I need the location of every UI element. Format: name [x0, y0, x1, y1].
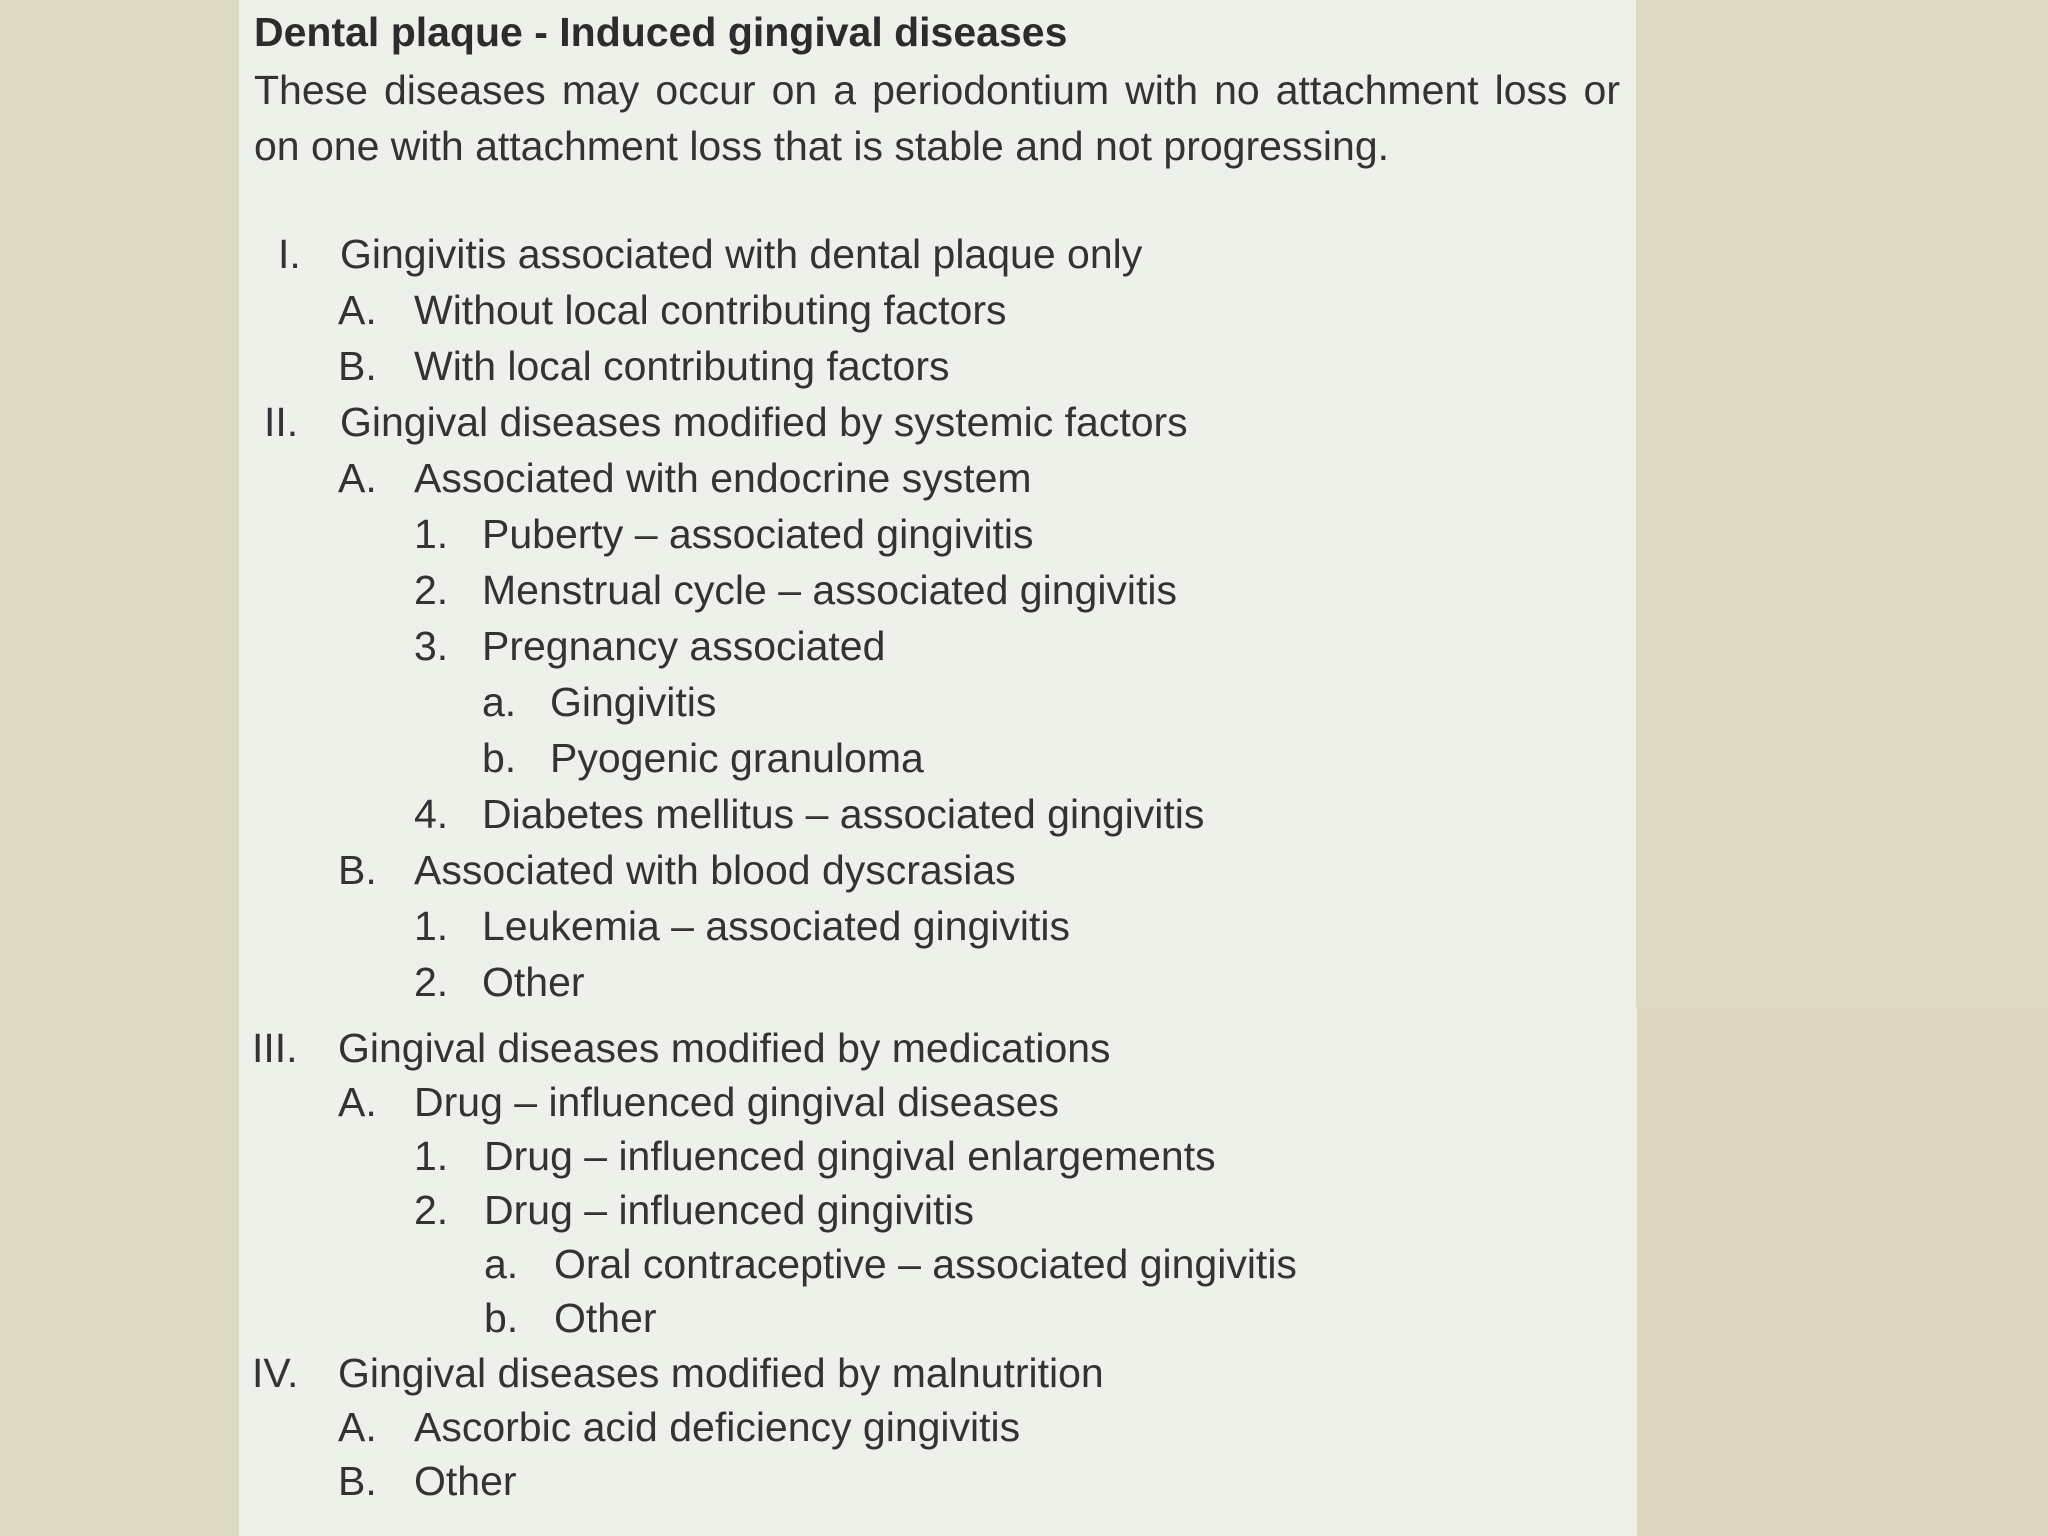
outline-marker: 1.	[414, 903, 449, 949]
outline-item: Other	[554, 1295, 657, 1341]
outline-item: Associated with endocrine system	[414, 455, 1032, 501]
outline-item: Gingival diseases modified by medications	[338, 1025, 1111, 1071]
outline-marker: a.	[484, 1241, 519, 1287]
outline-item: Menstrual cycle – associated gingivitis	[482, 567, 1178, 613]
outline-marker: I.	[278, 231, 301, 277]
outline-marker: 1.	[414, 1133, 449, 1179]
outline-item: Puberty – associated gingivitis	[482, 511, 1034, 557]
outline-item: Without local contributing factors	[414, 287, 1007, 333]
outline-marker: A.	[338, 1079, 377, 1125]
outline-marker: A.	[338, 287, 377, 333]
page-title: Dental plaque - Induced gingival diseases	[254, 9, 1068, 55]
outline-item: With local contributing factors	[414, 343, 950, 389]
outline-item: Pyogenic granuloma	[550, 735, 924, 781]
outline-marker: 4.	[414, 791, 449, 837]
outline-marker: 2.	[414, 959, 449, 1005]
outline-marker: 3.	[414, 623, 449, 669]
outline-item: Drug – influenced gingivitis	[484, 1187, 974, 1233]
outline-item: Leukemia – associated gingivitis	[482, 903, 1070, 949]
outline-marker: a.	[482, 679, 517, 725]
outline-marker: III.	[252, 1025, 298, 1071]
outline-marker: A.	[338, 455, 377, 501]
outline-item: Other	[414, 1458, 517, 1504]
outline-item: Gingivitis associated with dental plaque only	[340, 231, 1143, 277]
outline-marker: II.	[264, 399, 299, 445]
outline-marker: 2.	[414, 567, 449, 613]
outline-item: Gingival diseases modified by malnutrition	[338, 1350, 1104, 1396]
outline-marker: B.	[338, 1458, 377, 1504]
outline-marker: B.	[338, 343, 377, 389]
outline-item: Drug – influenced gingival diseases	[414, 1079, 1060, 1125]
outline-marker: 2.	[414, 1187, 449, 1233]
outline-marker: IV.	[252, 1350, 299, 1396]
outline-marker: B.	[338, 847, 377, 893]
outline-item: Oral contraceptive – associated gingivitis	[554, 1241, 1297, 1287]
outline-item: Diabetes mellitus – associated gingivitis	[482, 791, 1205, 837]
outline-marker: b.	[482, 735, 517, 781]
outline-item: Pregnancy associated	[482, 623, 886, 669]
outline-marker: 1.	[414, 511, 449, 557]
outline-item: Gingivitis	[550, 679, 717, 725]
outline-item: Drug – influenced gingival enlargements	[484, 1133, 1216, 1179]
outline-item: Associated with blood dyscrasias	[414, 847, 1016, 893]
outline-marker: b.	[484, 1295, 519, 1341]
outline-marker: A.	[338, 1404, 377, 1450]
intro-paragraph: These diseases may occur on a periodontium with no attachment loss or on one with attachment loss that is stable and not progressing.	[254, 67, 1620, 169]
outline-item: Ascorbic acid deficiency gingivitis	[414, 1404, 1021, 1450]
background-panel-right	[1637, 1007, 2048, 1536]
outline-item: Gingival diseases modified by systemic factors	[340, 399, 1188, 445]
outline-item: Other	[482, 959, 585, 1005]
